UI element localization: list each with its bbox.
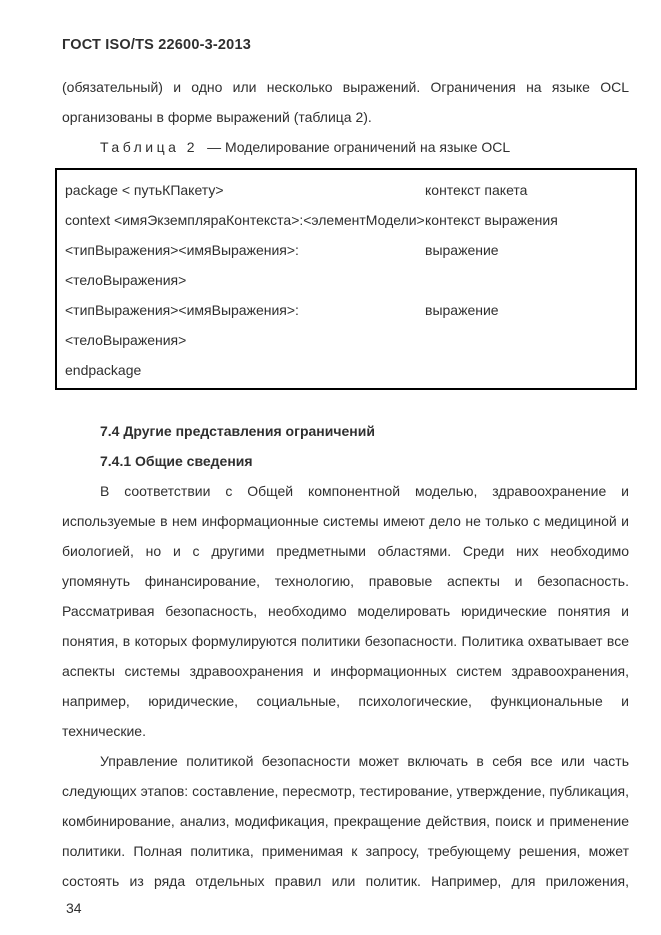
table-caption-title: — Моделирование ограничений на языке OCL xyxy=(207,139,511,155)
table-cell-right: контекст выражения xyxy=(425,212,558,228)
table-cell-right: выражение xyxy=(425,242,499,258)
body-paragraph-2: Управление политикой безопасности может включать в себя все или часть следующих этапов: составление, пересмотр, тестирование, утверждение, публикация, комбинирование, анализ, модификация, прекращение действия, поиск и применение политики. Полная политика, применимая к запросу, требующему решения, может состоять из ряда отдельных правил или политик. Например, для приложения, xyxy=(62,753,629,889)
section-heading-7-4-1: 7.4.1 Общие сведения xyxy=(100,453,253,469)
table-cell-right: выражение xyxy=(425,302,499,318)
table-caption-label: Таблица 2 xyxy=(100,139,199,155)
document-code-header: ГОСТ ISO/TS 22600-3-2013 xyxy=(62,37,251,53)
body-paragraph-1: В соответствии с Общей компонентной моделью, здравоохранение и используемые в нем информационные системы имеют дело не только с медициной и биологией, но и с другими предметными областями. Среди них необходимо упомянуть финансирование, технологию, правовые аспекты и безопасность. Рассматривая безопасность, необходимо моделировать юридические понятия и понятия, в которых формулируются политики безопасности. Политика охватывает все аспекты системы здравоохранения и информационных систем здравоохранения, например, юридические, социальные, психологические, функциональные и технические. xyxy=(62,483,629,739)
section-heading-7-4: 7.4 Другие представления ограничений xyxy=(100,423,375,439)
table-cell-left: <типВыражения><имяВыражения>: xyxy=(65,242,299,258)
page-number: 34 xyxy=(66,900,82,916)
table-cell-right xyxy=(425,265,627,295)
table-cell-left: <телоВыражения> xyxy=(65,272,187,288)
ocl-constraints-table xyxy=(55,168,637,390)
table-cell-left: <типВыражения><имяВыражения>: xyxy=(65,302,299,318)
table-cell-right xyxy=(425,325,627,355)
table-caption xyxy=(62,132,629,162)
table-cell-left: package < путьКПакету> xyxy=(65,182,224,198)
intro-paragraph: (обязательный) и одно или несколько выражений. Ограничения на языке OCL организованы в форме выражений (таблица 2). xyxy=(62,79,629,125)
table-cell-left: context <имяЭкземпляраКонтекста>:<элементМодели> xyxy=(65,212,425,228)
table-cell-right xyxy=(425,355,627,385)
table-cell-left: <телоВыражения> xyxy=(65,332,187,348)
table-cell-right: контекст пакета xyxy=(425,182,528,198)
table-cell-left: endpackage xyxy=(65,362,142,378)
